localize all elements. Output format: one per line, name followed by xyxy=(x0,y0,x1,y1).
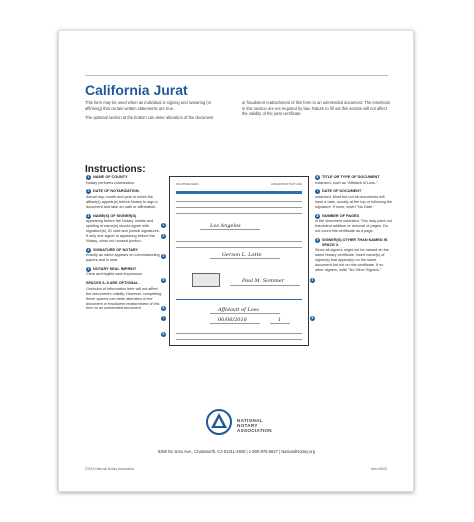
intro-left xyxy=(85,100,220,125)
instruction-body: exactly as name appears on commissioning papers and in seal. xyxy=(86,253,160,263)
instruction-title: NAME(S) OF SIGNER(S) xyxy=(93,213,137,218)
step-number-badge: 7 xyxy=(316,189,319,194)
instruction-item-head xyxy=(315,175,393,180)
jurat-form-page xyxy=(58,30,414,492)
pages-entry: 1 xyxy=(278,317,282,323)
form-line xyxy=(200,229,260,230)
step-number-badge: 2 xyxy=(87,189,90,194)
instruction-title: NAME OF COUNTY xyxy=(93,175,128,179)
form-line xyxy=(210,258,280,259)
form-line xyxy=(210,313,280,314)
form-line xyxy=(176,247,302,248)
top-rule xyxy=(85,75,388,76)
step-number-badge: 4 xyxy=(87,247,90,252)
instruction-title: SIGNER(S) OTHER THAN NAMED IN SPACE 3. xyxy=(322,237,388,247)
callout-marker-7: 7 xyxy=(162,316,165,320)
logo-line: NATIONAL xyxy=(237,418,263,423)
callout-marker-9: 9 xyxy=(162,332,165,336)
document-date-entry: 06/06/2016 xyxy=(218,317,247,323)
form-line xyxy=(210,323,260,324)
callout-marker-5: 5 xyxy=(162,278,165,282)
instruction-item xyxy=(86,214,162,244)
form-header-right: LOREMIPSUM TEXT LINE xyxy=(270,183,302,186)
step-number-badge: 9 xyxy=(316,237,319,242)
instruction-item-head xyxy=(86,281,162,286)
item-number: Item #5205 xyxy=(371,467,387,471)
notary-signature: Paul M. Sommer xyxy=(242,278,285,284)
instruction-item-head xyxy=(86,214,162,219)
instruction-item xyxy=(86,248,162,263)
form-line xyxy=(230,285,300,286)
intro-paragraph: The optional section at the bottom can deter alteration of the document xyxy=(85,115,214,121)
contact-line: 9350 De Soto Ave., Chatsworth, CA 91311-4926 | 1-800-876-6827 | NationalNotary.org xyxy=(157,449,316,454)
instruction-item xyxy=(315,214,393,234)
instruction-body: Notary performs notarization. xyxy=(86,180,135,185)
instruction-item xyxy=(86,189,162,209)
notary-seal-image xyxy=(192,273,220,287)
document-title-entry: Affidavit of Loss xyxy=(218,307,259,313)
instruction-item-head xyxy=(315,189,393,194)
instruction-body: notarized. Most but not all documents will have a date, usually at the top or following the signature. If none, insert "No Date." xyxy=(315,194,393,209)
instruction-item xyxy=(315,189,393,209)
logo-line: ASSOCIATION xyxy=(237,428,272,433)
intro-right xyxy=(242,100,392,121)
instruction-item xyxy=(315,238,393,273)
step-number-badge: 8 xyxy=(316,213,319,218)
instructions-right-column xyxy=(315,175,393,277)
instruction-body: appearing before the Notary. Initials and spelling of name(s) should agree with signature(s), ID card and journal signatures. If only one signer is appearing before the Notary, cross out unused portion. xyxy=(86,219,160,243)
instruction-item-head xyxy=(315,214,393,219)
copyright: ©2016 National Notary Association xyxy=(85,467,135,471)
form-line xyxy=(176,333,302,334)
instruction-title: DATE OF DOCUMENT xyxy=(322,189,362,194)
instruction-item xyxy=(315,175,393,185)
callout-marker-2: 2 xyxy=(162,234,165,238)
instruction-item xyxy=(86,267,162,277)
form-line xyxy=(176,241,302,242)
instruction-item xyxy=(86,281,162,311)
callout-marker-6: 6 xyxy=(162,306,165,310)
instruction-body: Clear and legible seal impression. xyxy=(86,272,143,277)
instruction-title: TITLE OR TYPE OF DOCUMENT xyxy=(322,175,380,179)
instruction-title: SPACES 6–9 ARE OPTIONAL. xyxy=(86,281,140,286)
instructions-heading: Instructions: xyxy=(85,164,146,175)
instruction-body: Since all signers might not be named on the same Notary certificate, insert name(s) of signer(s) that appear(s) on the same document but not on this certificate. If no other signers, write "No Other Signers." xyxy=(315,248,389,272)
callout-marker-8: 8 xyxy=(311,316,314,320)
sample-jurat-form xyxy=(169,176,309,346)
step-number-badge: 1 xyxy=(87,175,90,179)
instructions-left-column xyxy=(86,175,162,315)
instruction-item-head xyxy=(86,267,162,272)
logo-line: NOTARY xyxy=(237,423,258,428)
callout-marker-3: 3 xyxy=(162,254,165,258)
nna-logo-icon xyxy=(205,408,233,436)
instruction-item-head xyxy=(315,238,393,248)
callout-marker-4: 4 xyxy=(311,278,314,282)
county-entry: Los Angeles xyxy=(210,223,241,229)
form-line xyxy=(270,323,290,324)
form-header-bar xyxy=(176,191,302,194)
instruction-title: SIGNATURE OF NOTARY xyxy=(93,247,139,252)
signer-entry: Gerson L. Lotte xyxy=(222,252,262,258)
instruction-body: Omission of information here will not affect the document's validity. However, completing these spaces can deter alteration of the document or fraudulent reattachment of this form to an unintended document. xyxy=(86,286,162,311)
instruction-title: DATE OF NOTARIZATION. xyxy=(93,189,140,194)
nna-logo-text xyxy=(237,418,272,433)
form-line xyxy=(176,213,302,214)
step-number-badge: 3 xyxy=(87,213,90,218)
step-number-badge: 6 xyxy=(316,175,319,179)
form-line xyxy=(176,339,302,340)
instruction-body: in the document notarized. This may point out fraudulent addition or removal of pages. Do not count this certificate as a page. xyxy=(315,219,392,233)
instruction-item-head xyxy=(86,248,162,253)
form-line xyxy=(176,207,302,208)
intro-paragraph: or fraudulent reattachment of this form to an unintended document. The insertions in this section are not required by law. Failure to fill out this section will not affect the validity of the jurat certificate. xyxy=(242,100,391,117)
instruction-title: NOTARY SEAL IMPRINT xyxy=(93,266,137,271)
instruction-body: notarized, such as "Affidavit of Loss." xyxy=(315,180,378,185)
instruction-body: Actual day, month and year in which the affiant(s) appear(s) before Notary to sign a document and take an oath or affirmation. xyxy=(86,194,158,209)
optional-section-rule xyxy=(176,299,302,300)
step-number-badge: 5 xyxy=(87,266,90,271)
instruction-item xyxy=(86,175,162,185)
form-line xyxy=(176,201,302,202)
form-header-left: RIGHTSIDE DEMO xyxy=(176,183,199,186)
document-title: California Jurat xyxy=(85,82,188,98)
instruction-item-head xyxy=(86,189,162,194)
instruction-title: NUMBER OF PAGES xyxy=(322,213,360,218)
instruction-item-head xyxy=(86,175,162,180)
intro-paragraph: This form may be used when an individual is signing and swearing (or affirming) that certain written statements are true. xyxy=(85,100,212,111)
callout-marker-1: 1 xyxy=(162,223,165,227)
